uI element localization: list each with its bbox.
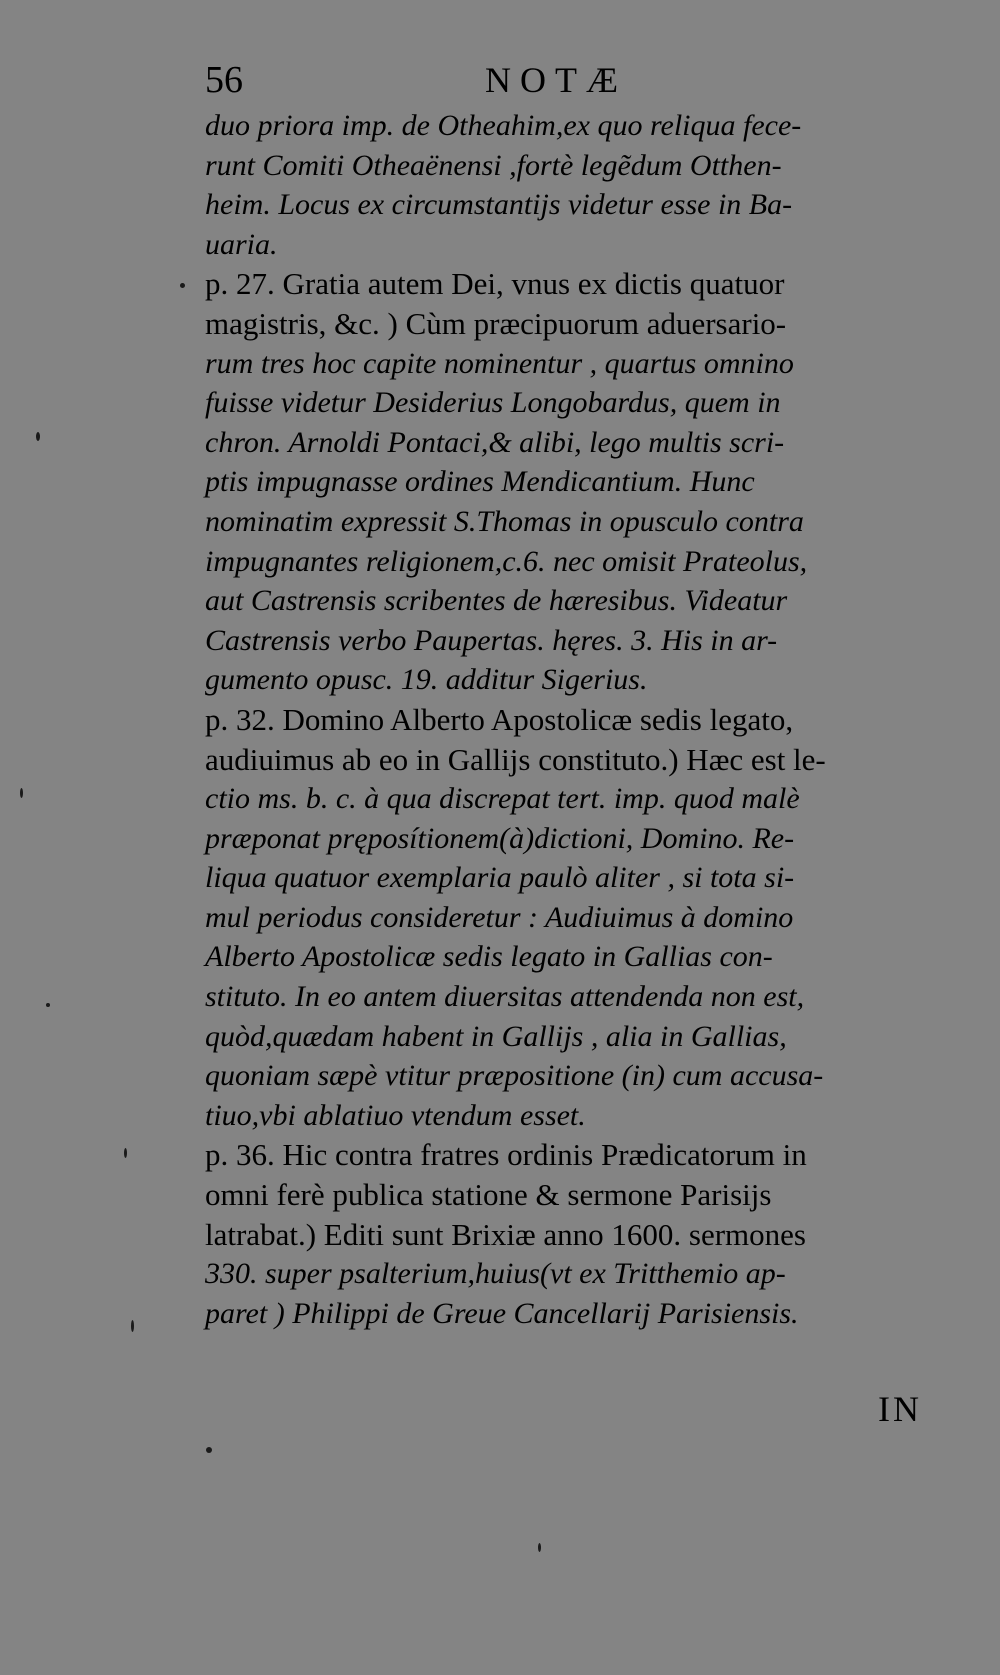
- ink-speck: [206, 1447, 212, 1453]
- text-line: gumento opusc. 19. additur Sigerius.: [205, 663, 648, 697]
- text-line: audiuimus ab eo in Gallijs constituto.) Hæc est le-: [205, 741, 826, 777]
- ink-speck: [538, 1543, 541, 1552]
- text-line: p. 27. Gratia autem Dei, vnus ex dictis quatuor: [205, 266, 785, 302]
- text-line: fuisse videtur Desiderius Longobardus, quem in: [205, 386, 781, 420]
- text-line: Alberto Apostolicæ sedis legato in Gallias con-: [205, 940, 773, 974]
- ink-speck: [36, 432, 40, 441]
- text-line: chron. Arnoldi Pontaci,& alibi, lego multis scri-: [205, 425, 785, 459]
- text-line: uaria.: [205, 227, 278, 261]
- catchword: IN: [878, 1389, 922, 1429]
- text-line: mul periodus consideretur : Audiuimus à domino: [205, 900, 794, 934]
- text-line: p. 32. Domino Alberto Apostolicæ sedis legato,: [205, 701, 794, 737]
- text-line: liqua quatuor exemplaria paulò aliter , si tota si-: [205, 861, 795, 895]
- text-line: p. 36. Hic contra fratres ordinis Prædicatorum in: [205, 1137, 807, 1173]
- text-line: rum tres hoc capite nominentur , quartus omnino: [205, 346, 794, 380]
- text-line: aut Castrensis scribentes de hæresibus. Videatur: [205, 584, 788, 618]
- page-number: 56: [205, 59, 243, 101]
- text-line: 330. super psalterium,huius(vt ex Tritthemio ap-: [205, 1257, 786, 1291]
- text-line: stituto. In eo antem diuersitas attendenda non est,: [205, 980, 805, 1014]
- text-line: magistris, &c. ) Cùm præcipuorum aduersario-: [205, 305, 787, 341]
- body-text: [205, 106, 925, 1333]
- text-line: paret ) Philippi de Greue Cancellarij Parisiensis.: [205, 1296, 799, 1330]
- text-line: præponat pręposítionem(à)dictioni, Domino. Re-: [205, 821, 795, 855]
- ink-speck: [46, 1003, 50, 1007]
- text-line: quòd,quædam habent in Gallijs , alia in Gallias,: [205, 1019, 787, 1053]
- text-line: ptis impugnasse ordines Mendicantium. Hunc: [205, 465, 755, 499]
- text-line: runt Comiti Otheaënensi ,fortè legẽdum Otthen-: [205, 148, 782, 182]
- ink-speck: [124, 1148, 127, 1158]
- text-line: latrabat.) Editi sunt Brixiæ anno 1600. sermones: [205, 1216, 806, 1252]
- text-line: nominatim expressit S.Thomas in opusculo contra: [205, 504, 804, 538]
- text-line: tiuo,vbi ablatiuo vtendum esset.: [205, 1098, 586, 1132]
- text-line: quoniam sæpè vtitur præpositione (in) cum accusa-: [205, 1059, 824, 1093]
- page-header: [205, 55, 925, 105]
- ink-speck: [180, 283, 185, 288]
- text-line: duo priora imp. de Otheahim,ex quo reliqua fece-: [205, 109, 802, 142]
- text-line: omni ferè publica statione & sermone Parisijs: [205, 1177, 772, 1213]
- ink-speck: [20, 788, 23, 798]
- text-line: heim. Locus ex circumstantijs videtur esse in Ba-: [205, 188, 793, 222]
- text-line: Castrensis verbo Paupertas. hęres. 3. His in ar-: [205, 623, 778, 657]
- text-line: ctio ms. b. c. à qua discrepat tert. imp. quod malè: [205, 782, 800, 816]
- text-line: impugnantes religionem,c.6. nec omisit Prateolus,: [205, 544, 808, 578]
- ink-speck: [131, 1320, 134, 1332]
- running-head: NOTÆ: [485, 60, 627, 100]
